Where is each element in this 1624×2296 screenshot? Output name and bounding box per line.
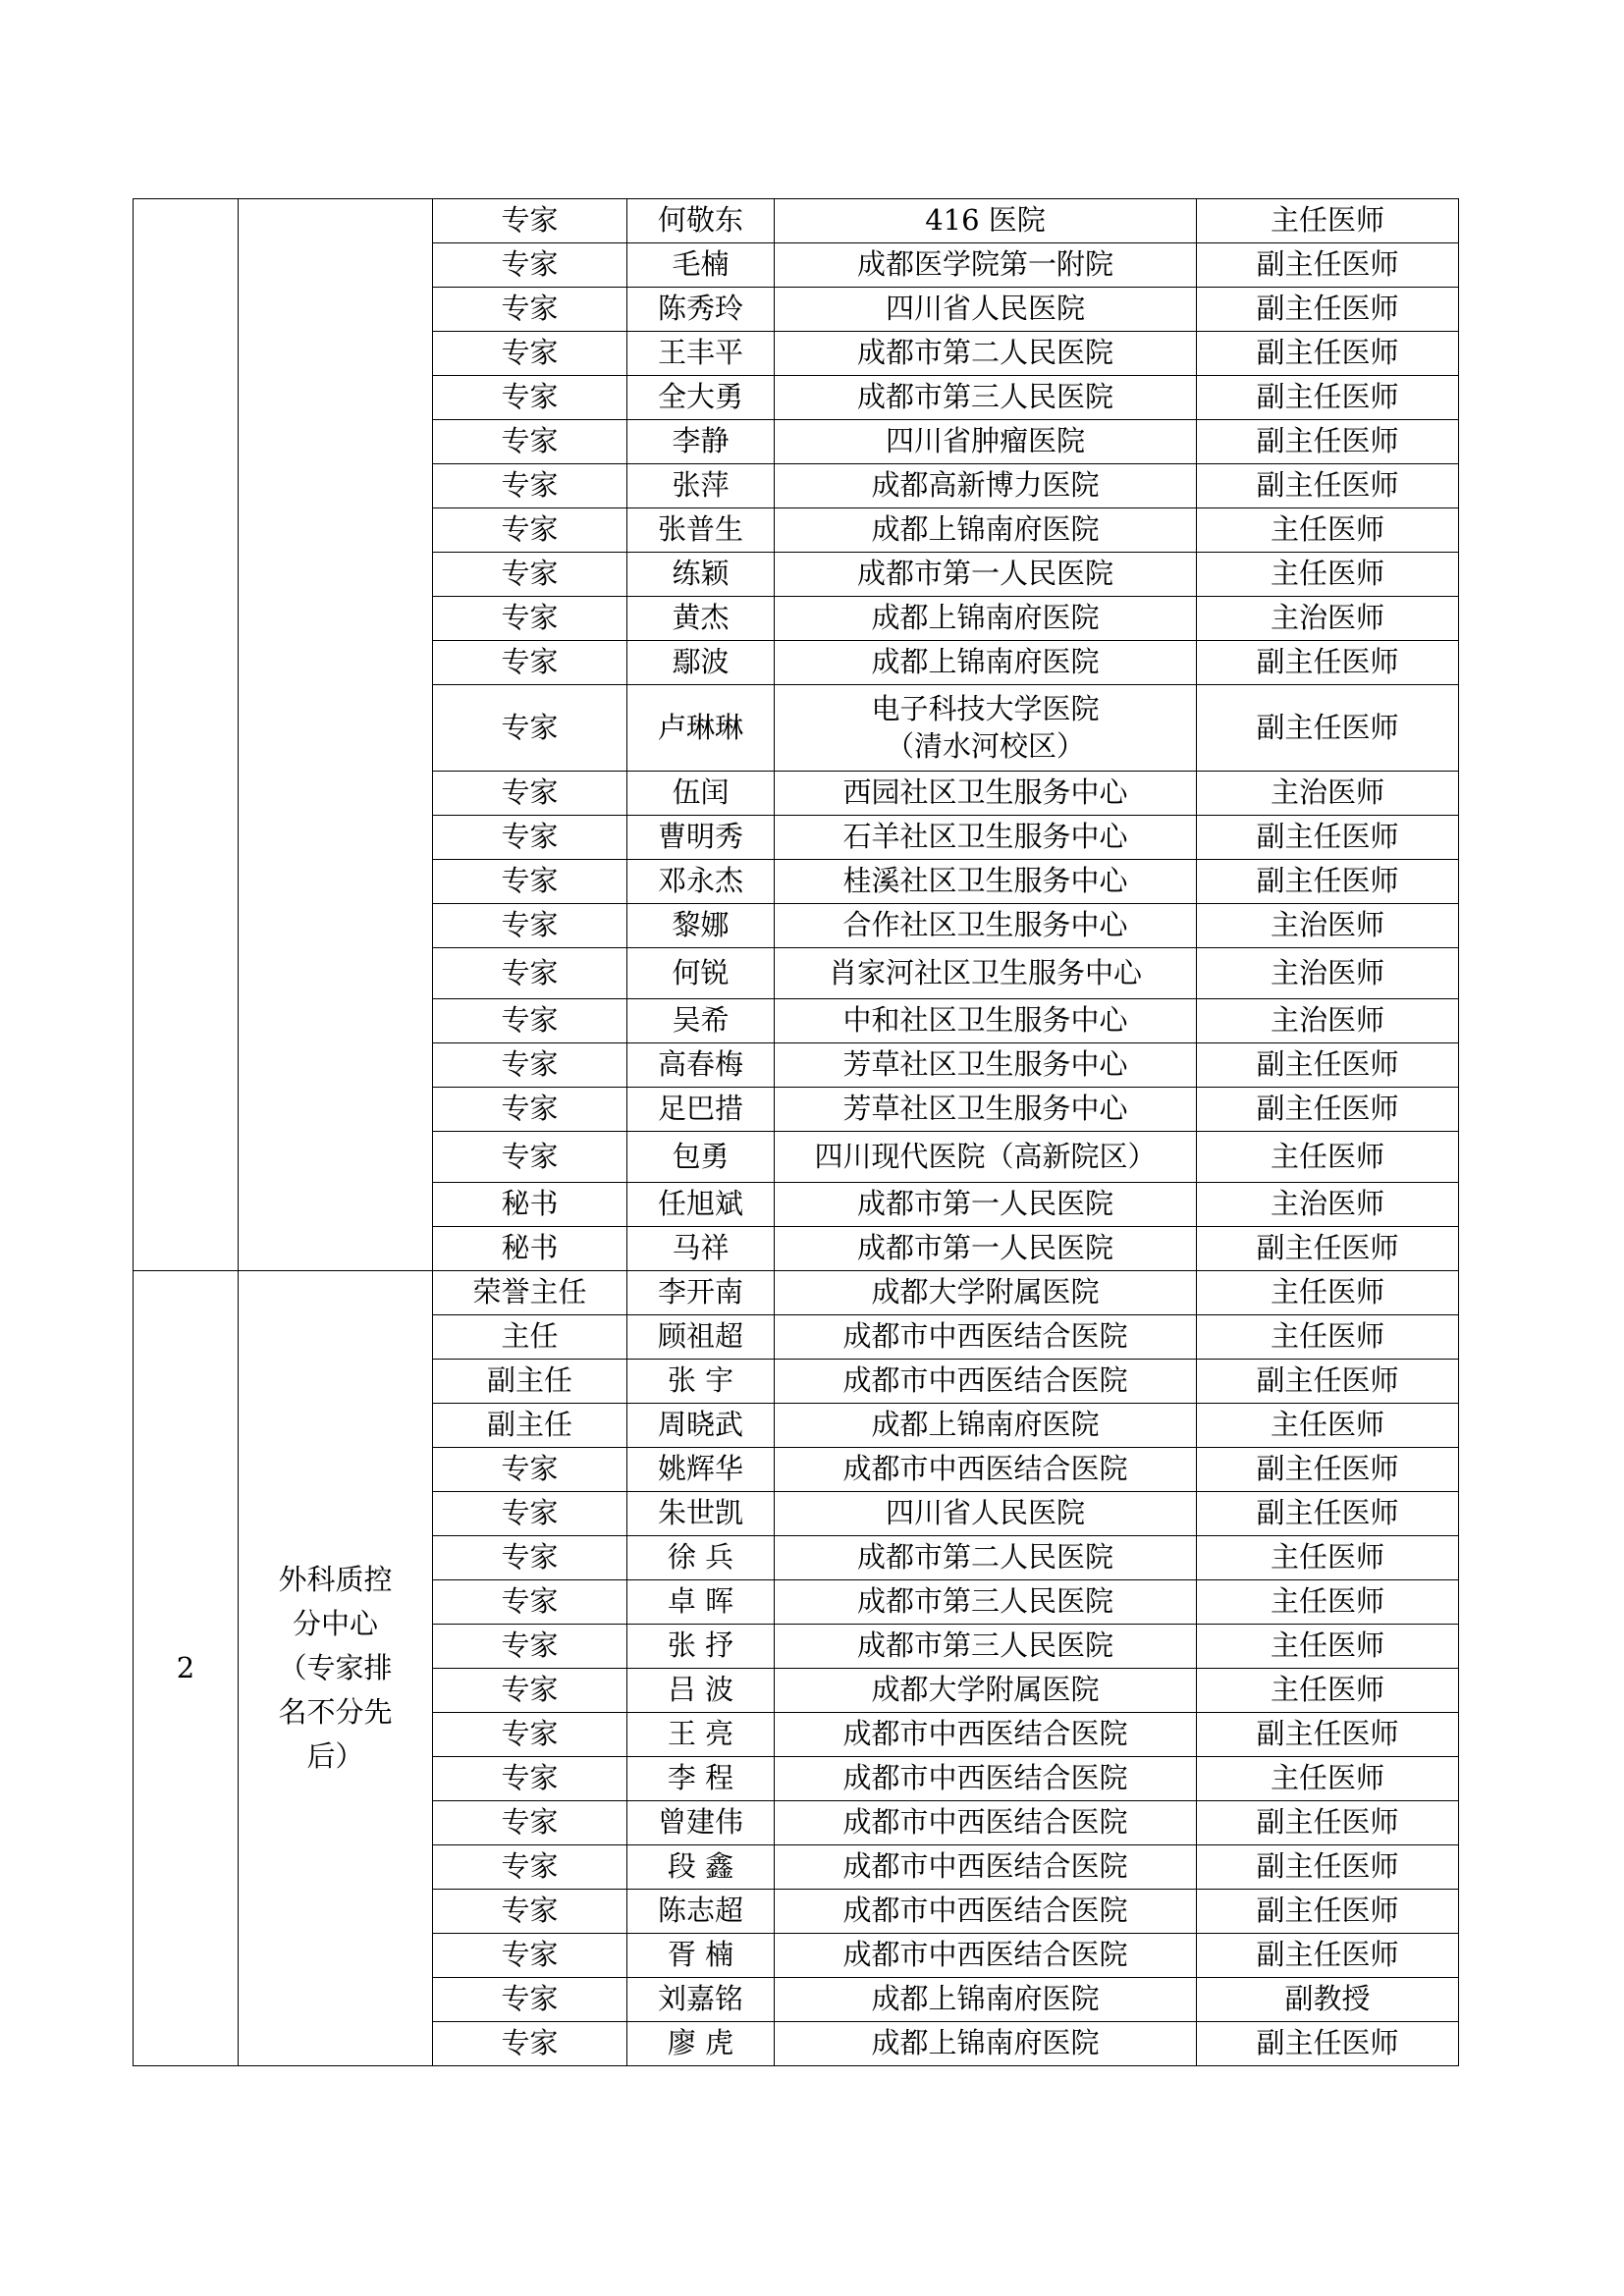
member-title: 主任医师: [1197, 1315, 1459, 1360]
member-title: 副主任医师: [1197, 1043, 1459, 1088]
member-hospital: 成都大学附属医院: [775, 1669, 1197, 1713]
member-title: 主治医师: [1197, 948, 1459, 999]
member-hospital: 成都上锦南府医院: [775, 597, 1197, 641]
member-hospital: 中和社区卫生服务中心: [775, 999, 1197, 1043]
member-role: 专家: [433, 1088, 627, 1132]
section-department: [239, 1271, 433, 2066]
member-title: 主任医师: [1197, 1625, 1459, 1669]
member-hospital: 成都上锦南府医院: [775, 1978, 1197, 2022]
member-hospital: 西园社区卫生服务中心: [775, 772, 1197, 816]
member-hospital: 成都市中西医结合医院: [775, 1360, 1197, 1404]
table-row: [134, 199, 1459, 243]
member-role: 秘书: [433, 1227, 627, 1271]
member-hospital: 成都市中西医结合医院: [775, 1934, 1197, 1978]
section-number: 2: [134, 1271, 239, 2066]
member-hospital: 416 医院: [775, 199, 1197, 243]
member-role: 专家: [433, 1492, 627, 1536]
member-title: 副主任医师: [1197, 332, 1459, 376]
department-line: 后）: [306, 1738, 364, 1773]
member-role: 专家: [433, 288, 627, 332]
member-name: 鄢波: [627, 641, 775, 685]
member-role: 专家: [433, 904, 627, 948]
member-name: 王丰平: [627, 332, 775, 376]
member-name: 伍闰: [627, 772, 775, 816]
member-title: 副主任医师: [1197, 860, 1459, 904]
member-role: 专家: [433, 1536, 627, 1580]
member-name: 徐 兵: [627, 1536, 775, 1580]
member-hospital: 四川省人民医院: [775, 1492, 1197, 1536]
roster-table: [133, 198, 1459, 2066]
member-hospital: 芳草社区卫生服务中心: [775, 1088, 1197, 1132]
member-hospital: 成都上锦南府医院: [775, 1404, 1197, 1448]
member-title: 主任医师: [1197, 1132, 1459, 1183]
hospital-line: （清水河校区）: [885, 728, 1085, 763]
member-name: 练颖: [627, 553, 775, 597]
member-name: 李开南: [627, 1271, 775, 1315]
member-role: 专家: [433, 816, 627, 860]
member-role: 主任: [433, 1315, 627, 1360]
member-role: 专家: [433, 1713, 627, 1757]
member-hospital: 四川省肿瘤医院: [775, 420, 1197, 464]
member-name: 周晓武: [627, 1404, 775, 1448]
member-name: 足巴措: [627, 1088, 775, 1132]
section-department: [239, 199, 433, 1271]
member-name: 黄杰: [627, 597, 775, 641]
member-hospital: 桂溪社区卫生服务中心: [775, 860, 1197, 904]
member-title: 主任医师: [1197, 1580, 1459, 1625]
member-title: 副主任医师: [1197, 685, 1459, 772]
member-title: 副主任医师: [1197, 1845, 1459, 1890]
member-title: 主任医师: [1197, 1404, 1459, 1448]
member-name: 马祥: [627, 1227, 775, 1271]
member-title: 副主任医师: [1197, 1448, 1459, 1492]
member-name: 曾建伟: [627, 1801, 775, 1845]
member-name: 顾祖超: [627, 1315, 775, 1360]
member-role: 专家: [433, 948, 627, 999]
member-hospital: [775, 685, 1197, 772]
member-hospital: 成都市中西医结合医院: [775, 1801, 1197, 1845]
member-name: 全大勇: [627, 376, 775, 420]
member-name: 吕 波: [627, 1669, 775, 1713]
member-hospital: 成都市中西医结合医院: [775, 1315, 1197, 1360]
member-hospital: 四川省人民医院: [775, 288, 1197, 332]
member-role: 专家: [433, 243, 627, 288]
member-role: 副主任: [433, 1404, 627, 1448]
member-hospital: 成都市第二人民医院: [775, 332, 1197, 376]
member-title: 副主任医师: [1197, 243, 1459, 288]
member-title: 主任医师: [1197, 1757, 1459, 1801]
member-role: 专家: [433, 464, 627, 508]
member-hospital: 成都大学附属医院: [775, 1271, 1197, 1315]
member-title: 主任医师: [1197, 199, 1459, 243]
member-name: 卢琳琳: [627, 685, 775, 772]
member-hospital: 成都高新博力医院: [775, 464, 1197, 508]
member-role: 专家: [433, 685, 627, 772]
member-hospital: 成都医学院第一附院: [775, 243, 1197, 288]
member-name: 姚辉华: [627, 1448, 775, 1492]
member-role: 专家: [433, 553, 627, 597]
member-title: 副教授: [1197, 1978, 1459, 2022]
member-title: 主任医师: [1197, 1536, 1459, 1580]
member-name: 张普生: [627, 508, 775, 553]
member-title: 主任医师: [1197, 1271, 1459, 1315]
department-line: 分中心: [292, 1607, 378, 1641]
member-role: 副主任: [433, 1360, 627, 1404]
member-hospital: 成都市中西医结合医院: [775, 1845, 1197, 1890]
member-role: 专家: [433, 376, 627, 420]
member-name: 刘嘉铭: [627, 1978, 775, 2022]
table-row: [134, 1271, 1459, 1315]
member-hospital: 成都市第一人民医院: [775, 553, 1197, 597]
member-name: 黎娜: [627, 904, 775, 948]
member-title: 主治医师: [1197, 1183, 1459, 1227]
member-title: 副主任医师: [1197, 1360, 1459, 1404]
member-title: 主治医师: [1197, 999, 1459, 1043]
member-name: 陈秀玲: [627, 288, 775, 332]
member-role: 专家: [433, 420, 627, 464]
member-role: 专家: [433, 2022, 627, 2066]
member-title: 副主任医师: [1197, 464, 1459, 508]
member-name: 李静: [627, 420, 775, 464]
member-hospital: 合作社区卫生服务中心: [775, 904, 1197, 948]
member-name: 廖 虎: [627, 2022, 775, 2066]
member-role: 专家: [433, 1043, 627, 1088]
member-role: 专家: [433, 1448, 627, 1492]
member-role: 专家: [433, 1625, 627, 1669]
member-name: 邓永杰: [627, 860, 775, 904]
member-role: 专家: [433, 199, 627, 243]
member-hospital: 芳草社区卫生服务中心: [775, 1043, 1197, 1088]
member-role: 专家: [433, 772, 627, 816]
member-hospital: 成都市中西医结合医院: [775, 1890, 1197, 1934]
member-title: 主治医师: [1197, 772, 1459, 816]
department-line: 名不分先: [278, 1694, 393, 1729]
hospital-line: 电子科技大学医院: [871, 691, 1100, 725]
member-role: 专家: [433, 999, 627, 1043]
member-name: 朱世凯: [627, 1492, 775, 1536]
member-name: 胥 楠: [627, 1934, 775, 1978]
member-name: 张 抒: [627, 1625, 775, 1669]
member-title: 副主任医师: [1197, 1088, 1459, 1132]
member-title: 副主任医师: [1197, 641, 1459, 685]
member-name: 任旭斌: [627, 1183, 775, 1227]
roster-body: [134, 199, 1459, 2066]
member-hospital: 成都上锦南府医院: [775, 641, 1197, 685]
member-role: 专家: [433, 1757, 627, 1801]
member-hospital: 成都上锦南府医院: [775, 2022, 1197, 2066]
member-name: 何锐: [627, 948, 775, 999]
member-title: 主治医师: [1197, 904, 1459, 948]
member-title: 主任医师: [1197, 553, 1459, 597]
member-title: 副主任医师: [1197, 1227, 1459, 1271]
member-name: 陈志超: [627, 1890, 775, 1934]
member-title: 副主任医师: [1197, 288, 1459, 332]
department-line: 外科质控: [278, 1563, 393, 1597]
department-line: （专家排: [278, 1651, 393, 1685]
member-name: 张 宇: [627, 1360, 775, 1404]
member-hospital: 肖家河社区卫生服务中心: [775, 948, 1197, 999]
member-title: 副主任医师: [1197, 1890, 1459, 1934]
member-role: 专家: [433, 597, 627, 641]
member-role: 专家: [433, 1845, 627, 1890]
member-role: 专家: [433, 1132, 627, 1183]
member-role: 专家: [433, 860, 627, 904]
member-role: 专家: [433, 641, 627, 685]
member-name: 卓 晖: [627, 1580, 775, 1625]
member-role: 秘书: [433, 1183, 627, 1227]
member-role: 专家: [433, 1978, 627, 2022]
member-role: 专家: [433, 508, 627, 553]
member-name: 高春梅: [627, 1043, 775, 1088]
member-hospital: 成都市第二人民医院: [775, 1536, 1197, 1580]
member-role: 专家: [433, 1669, 627, 1713]
member-name: 曹明秀: [627, 816, 775, 860]
member-hospital: 成都市第一人民医院: [775, 1227, 1197, 1271]
member-name: 包勇: [627, 1132, 775, 1183]
member-title: 主治医师: [1197, 597, 1459, 641]
member-hospital: 成都市第三人民医院: [775, 376, 1197, 420]
member-hospital: 石羊社区卫生服务中心: [775, 816, 1197, 860]
member-title: 副主任医师: [1197, 1713, 1459, 1757]
member-name: 段 鑫: [627, 1845, 775, 1890]
member-title: 副主任医师: [1197, 816, 1459, 860]
member-hospital: 成都市第一人民医院: [775, 1183, 1197, 1227]
member-role: 专家: [433, 1934, 627, 1978]
member-role: 专家: [433, 1580, 627, 1625]
member-role: 专家: [433, 332, 627, 376]
member-hospital: 成都市第三人民医院: [775, 1625, 1197, 1669]
member-role: 荣誉主任: [433, 1271, 627, 1315]
member-hospital: 四川现代医院（高新院区）: [775, 1132, 1197, 1183]
member-role: 专家: [433, 1801, 627, 1845]
member-hospital: 成都市中西医结合医院: [775, 1448, 1197, 1492]
member-hospital: 成都市中西医结合医院: [775, 1757, 1197, 1801]
member-name: 张萍: [627, 464, 775, 508]
member-name: 吴希: [627, 999, 775, 1043]
member-hospital: 成都市中西医结合医院: [775, 1713, 1197, 1757]
section-number: [134, 199, 239, 1271]
member-hospital: 成都市第三人民医院: [775, 1580, 1197, 1625]
member-name: 王 亮: [627, 1713, 775, 1757]
member-name: 何敬东: [627, 199, 775, 243]
member-title: 副主任医师: [1197, 2022, 1459, 2066]
member-title: 副主任医师: [1197, 1801, 1459, 1845]
member-title: 副主任医师: [1197, 1492, 1459, 1536]
member-title: 副主任医师: [1197, 420, 1459, 464]
member-role: 专家: [433, 1890, 627, 1934]
member-name: 毛楠: [627, 243, 775, 288]
member-title: 主任医师: [1197, 508, 1459, 553]
member-name: 李 程: [627, 1757, 775, 1801]
member-title: 副主任医师: [1197, 1934, 1459, 1978]
member-title: 副主任医师: [1197, 376, 1459, 420]
member-hospital: 成都上锦南府医院: [775, 508, 1197, 553]
member-title: 主任医师: [1197, 1669, 1459, 1713]
